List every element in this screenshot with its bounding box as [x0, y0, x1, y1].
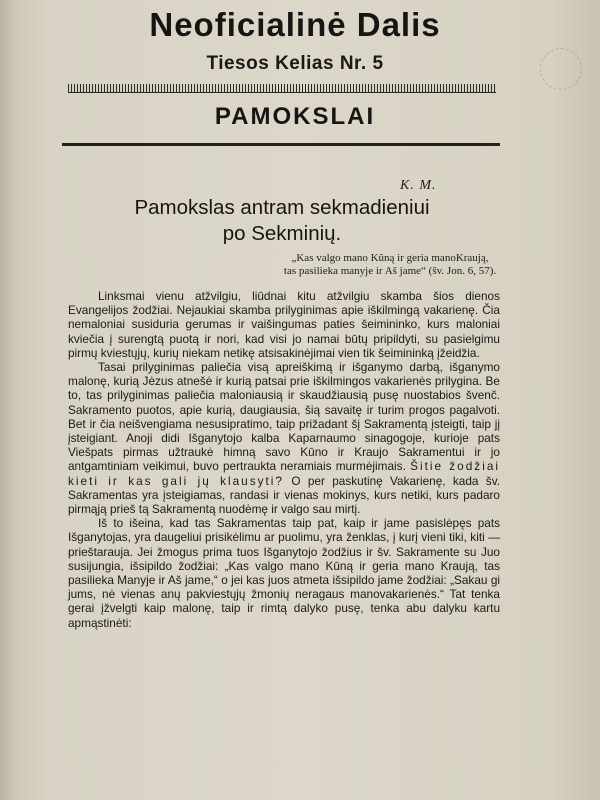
section-title: Neoficialinė Dalis	[149, 6, 441, 43]
paragraph-2	[68, 360, 500, 516]
epigraph-line-1: „Kas valgo mano Kūną ir geria manoKraują,	[291, 252, 489, 264]
epigraph	[240, 252, 540, 278]
page-shadow	[0, 0, 14, 800]
stamp-mark	[540, 48, 582, 90]
article-title-line-1: Pamokslas antram sekmadieniui	[134, 196, 430, 219]
epigraph-line-2: tas pasilieka manyje ir Aš jame“ (šv. Jon. 6, 57).	[283, 265, 497, 277]
paragraph-2-part-b: O per paskutinę Vakarienę, kada šv. Sakramentas yra įsteigiamas, randasi ir vienas mokinys, kurs netiki, kurs padaro pirmąją prieš tą Sakramentą nuodėmę ir valgo sau mirtį.	[68, 473, 501, 517]
issue-subtitle: Tiesos Kelias Nr. 5	[206, 53, 384, 74]
paragraph-1: Linksmai vienu atžvilgiu, liūdnai kitu atžvilgiu skamba šios dienos Evangelijos žodžiai. Nejaukiai skamba prilyginimas apie iškilmingą vakarienę. Čia nemaloniai susiduria gerumas ir vaišingumas paties šeimininko, kurs maloniai kviečia į surengtą puotą ir nori, kad visi jo namai būtų pripildyti, su pasielgimu pirmų kviestųjų, kurių niekam netikę atsisakinėjimai vien tik šeimininką įžeidžia.	[68, 289, 500, 360]
article-title-line-2: po Sekminių.	[222, 222, 342, 245]
paragraph-2-spaced-quote: Šitie žodžiai kieti ir kas gali jų klausyti?	[68, 459, 500, 488]
author-initials: K. M.	[400, 178, 437, 193]
article-body	[68, 289, 500, 630]
paragraph-2-part-a: Tasai prilyginimas paliečia visą apreiškimą ir išganymo darbą, išganymo malonę, kurią Jėzus atnešė ir kurią patsai prie iškilmingos vakarienės prilygina. Be to, tas prilyginimas paliečia maloniausią ir skaudžiausią pusę nuostabios švenč. Sakramento puotos, apie kurią, daugiausia, šią savaitę ir turim progos pagalvoti. Bet ir čia neišvengiama nesusipratimo, taip prižadant šį Sakramentą įsteigti, taip jį įsteigiant. Anoji didi Išganytojo kalba Kaparnaumo sinagogoje, kurioje pats Viešpats pirmas užtraukė himną savo Kūno ir Kraujo Sakramentui ir jo antgamtiniam veikimui, buvo pertraukta neramiais murmėjimais.	[68, 360, 500, 474]
thick-rule	[62, 143, 500, 146]
hatched-rule-base	[68, 92, 496, 93]
paragraph-3: Iš to išeina, kad tas Sakramentas taip pat, kaip ir jame pasislėpęs pats Išganytojas, yra daugeliui prisikėlimu ar puolimu, yra ženklas, į kurį vieni tiki, kiti — prieštarauja. Jei žmogus prima tuos Išganytojo žodžius ir šv. Sakramente su Juo susijungia, išsipildo žodžiai: „Kas valgo mano Kūną ir geria mano Kraują, tas pasilieka Manyje ir Aš jame,“ o jei kas juos atmeta išsipildo jame žodžiai: „Sakau gi jums, nė vienas anų pakviestųjų žmonių neragaus manovakarienės.“ Tat tenka gerai įžvelgti kaip malonę, taip ir rimtą dalyko pusę, tenka abu dalyku kartu apmąstinėti:	[68, 516, 500, 630]
article-title	[72, 195, 492, 247]
hatched-rule	[68, 84, 496, 92]
category-heading: PAMOKSLAI	[214, 103, 376, 130]
